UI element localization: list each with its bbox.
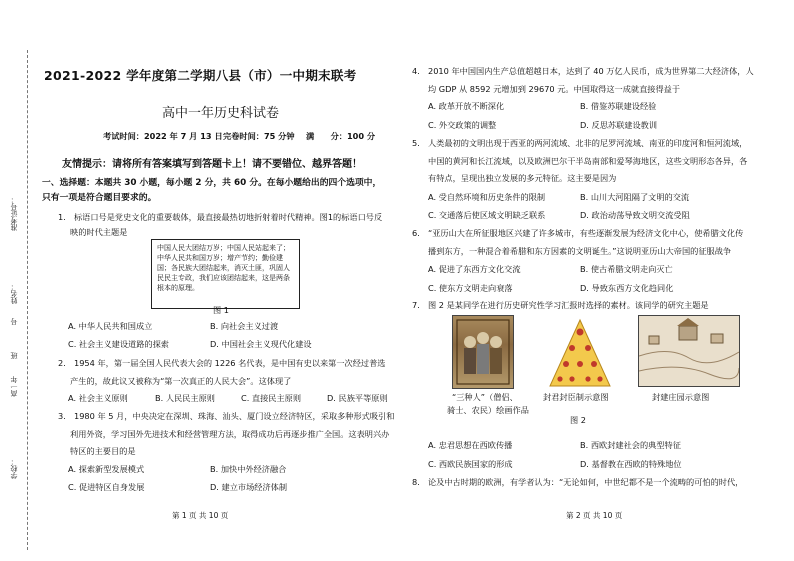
q2-stem: 2. 1954 年，第一届全国人民代表大会的 1226 名代表，是中国有史以来第一次经过普选	[58, 358, 386, 368]
q3-stem-cont: 利用外资，学习国外先进技术和经营管理方法，取得成功后再逐步推广全国。这表明兴办	[70, 429, 390, 439]
grade-label: 高一年	[10, 376, 18, 397]
q2-stem-cont: 产生的，故此议又被称为“第一次真正的人民大会”。这体现了	[70, 376, 292, 386]
exam-subtitle: 高中一年历史科试卷	[162, 106, 280, 121]
name-label: 姓名：	[10, 283, 18, 304]
figure-caption-pyramid: 封君封臣制示意图	[543, 392, 609, 402]
q1-option-b: B. 向社会主义过渡	[210, 321, 279, 331]
q7-option-b: B. 西欧封建社会的典型特征	[580, 440, 681, 450]
exam-time: 考试时间：2022 年 7 月 13 日	[103, 131, 223, 141]
binding-line	[27, 50, 28, 550]
q2-option-d: D. 民族平等原则	[327, 393, 388, 403]
q3-option-d: D. 建立市场经济体制	[210, 482, 288, 492]
q5-stem-cont2: 有特点，呈现出独立发展的多元特征。这主要是因为	[428, 173, 617, 183]
q2-option-c: C. 直接民主原则	[241, 393, 302, 403]
q4-option-a: A. 政革开放不断深化	[428, 101, 505, 111]
page-footer-right: 第 2 页 共 10 页	[566, 511, 623, 520]
three-estates-painting	[452, 315, 514, 389]
q1-option-d: D. 中国社会主义现代化建设	[210, 339, 312, 349]
school-label: 学校：	[10, 458, 18, 479]
q7-stem: 7. 图 2 是某同学在进行历史研究性学习汇报时选择的素材。该同学的研究主题是	[412, 300, 709, 310]
seat-number-label: 号	[10, 318, 18, 325]
q5-option-c: C. 交通落后使区域文明缺乏联系	[428, 210, 546, 220]
q5-option-d: D. 政治动荡导致文明交流受阻	[580, 210, 690, 220]
q4-option-d: D. 反思苏联建设教训	[580, 120, 658, 130]
q6-option-b: B. 使古希腊文明走向灭亡	[580, 264, 673, 274]
friendly-tip: 友情提示：请将所有答案填写到答题卡上！请不要错位、越界答题！	[62, 159, 362, 170]
q5-option-a: A. 受自然环境和历史条件的限制	[428, 192, 546, 202]
q2-option-b: B. 人民民主原则	[155, 393, 215, 403]
q1-stem: 1. 标语口号是党史文化的重要载体，最直接最热切地折射着时代精神。图1的标语口号反	[58, 212, 383, 222]
class-label: 班	[10, 352, 18, 359]
three-estates-illustration	[453, 316, 513, 388]
section-heading: 一、选择题：本题共 30 小题，每小题 2 分，共 60 分。在每小题给出的四个选项中，	[42, 178, 382, 188]
page-footer-left: 第 1 页 共 10 页	[172, 511, 229, 520]
q2-option-a: A. 社会主义原则	[68, 393, 128, 403]
q3-stem: 3. 1980 年 5 月，中央决定在深圳、珠海、汕头、厦门设立经济特区，采取多种形式吸引和	[58, 411, 395, 421]
q6-stem: 6. “亚历山大在所征服地区兴建了许多城市，有些逐渐发展为经济文化中心，使希腊文化传	[412, 228, 744, 238]
exam-title: 2021-2022 学年度第二学期八县（市）一中期末联考	[44, 68, 357, 83]
q6-option-a: A. 促进了东西方文化交流	[428, 264, 521, 274]
manor-diagram	[638, 315, 740, 387]
figure-caption-painting-2: 骑士、农民）绘画作品	[447, 405, 529, 415]
q5-stem: 5. 人类最初的文明出现于西亚的两河流域、北非的尼罗河流域、南亚的印度河和恒河流域，	[412, 138, 748, 148]
q8-stem: 8. 论及中古时期的欧洲，有学者认为：“无论如何，中世纪都不是一个流畴的可怕的时代，	[412, 477, 744, 487]
q4-stem: 4. 2010 年中国国内生产总值超越日本，达到了 40 万亿人民币，成为世界第二大经济体，人	[412, 66, 754, 76]
q1-option-a: A. 中华人民共和国成立	[68, 321, 153, 331]
full-score: 满 分：100 分	[306, 131, 376, 141]
q3-option-b: B. 加快中外经济融合	[210, 464, 287, 474]
q6-stem-cont: 播到东方，一种混合着希腊和东方因素的文明诞生。”这说明亚历山大帝国的征服战争	[428, 246, 732, 256]
q4-stem-cont: 均 GDP 从 8592 元增加到 29670 元。中国取得这一成就直接得益于	[428, 84, 681, 94]
figure-2-caption: 图 2	[570, 415, 586, 425]
q6-option-d: D. 导致东西方文化趋同化	[580, 283, 674, 293]
figure-1-caption: 图 1	[213, 305, 229, 315]
q1-stem-cont: 映的时代主题是	[70, 227, 128, 237]
q1-option-c: C. 社会主义建设道路的探索	[68, 339, 169, 349]
slogan-box: 中国人民大团结万岁；中国人民站起来了；中华人民共和国万岁；增产节约；勤俭建国；各民族大团结起来，消灭土匪，巩固人民民主专政，我们应该团结起来，这是两条根本的原理。	[151, 239, 300, 309]
q5-option-b: B. 山川大河阻隔了文明的交流	[580, 192, 690, 202]
section-heading-cont: 只有一项是符合题目要求的。	[42, 193, 157, 203]
figure-caption-painting-1: “三种人”（僧侣、	[452, 392, 518, 402]
figure-caption-manor: 封建庄园示意图	[652, 392, 710, 402]
q5-stem-cont: 中国的黄河和长江流域，以及欧洲巴尔干半岛南部和爱琴海地区，这些文明形态各异，各	[428, 156, 748, 166]
exam-number-label: 准考证号：	[10, 196, 18, 231]
q4-option-c: C. 外交政策的调整	[428, 120, 497, 130]
exam-duration: 完卷时间：75 分钟	[223, 131, 295, 141]
q7-option-c: C. 西欧民族国家的形成	[428, 459, 513, 469]
feudal-hierarchy-diagram	[548, 318, 612, 388]
q3-stem-cont2: 特区的主要目的是	[70, 446, 136, 456]
q3-option-c: C. 促进特区自身发展	[68, 482, 145, 492]
pyramid-illustration	[548, 318, 612, 388]
q7-option-a: A. 忠君思想在西欧传播	[428, 440, 513, 450]
manor-illustration	[639, 316, 739, 386]
q7-option-d: D. 基督教在西欧的特殊地位	[580, 459, 682, 469]
q6-option-c: C. 使东方文明走向衰落	[428, 283, 513, 293]
q3-option-a: A. 探索新型发展模式	[68, 464, 145, 474]
q4-option-b: B. 借鉴苏联建设经验	[580, 101, 657, 111]
